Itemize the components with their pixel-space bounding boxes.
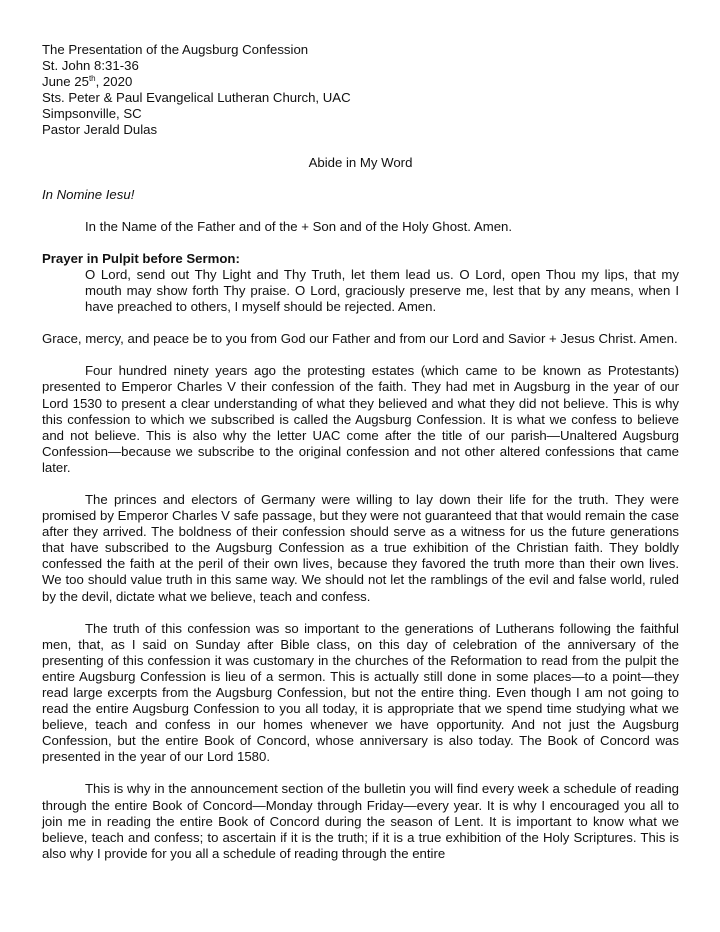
header-pastor: Pastor Jerald Dulas xyxy=(42,122,158,138)
header-church-name: Sts. Peter & Paul Evangelical Lutheran Church, UAC xyxy=(42,90,351,106)
header-occasion: The Presentation of the Augsburg Confession xyxy=(42,42,309,57)
invocation: In Nomine Iesu! xyxy=(42,186,135,202)
header-location: Simpsonville, SC xyxy=(42,106,142,122)
trinitarian-invocation: In the Name of the Father and of the + Son and of the Holy Ghost. Amen. xyxy=(85,218,513,234)
body-paragraph: The princes and electors of Germany were willing to lay down their life for the truth. They were promised by Emperor Charles V safe passage, but they were not guaranteed that that would remain the case after they arrived. The boldness of their confession should serve as a witness for us the future generations that have subscribed to the Augsburg Confession as a true exhibition of the Christian faith. They boldly confessed the faith at the peril of their own lives, because they favored the truth more than their own lives. We too should value truth in this same way. We should not let the ramblings of the evil and false world, ruled by the devil, dictate what we believe, teach and confess. xyxy=(42,491,679,604)
date-year: , 2020 xyxy=(95,74,133,90)
body-paragraph: The truth of this confession was so important to the generations of Lutherans following the faithful men, that, as I said on Sunday after Bible class, on this day of celebration of the anniversary of the presenting of this confession it was customary in the churches of the Reformation to read from the pulpit the entire Augsburg Confession is lieu of a sermon. This is actually still done in some places—to a point—they read large excerpts from the Augsburg Confession, but not the entire thing. Even though I am not going to read the entire Augsburg Confession to you all today, it is appropriate that we spend time studying what we believe, teach and confess in our homes whenever we have opportunity. And not just the Augsburg Confession, but the entire Book of Concord, whose anniversary is also today. The Book of Concord was presented in the year of our Lord 1580. xyxy=(42,620,679,765)
header-scripture-reference: St. John 8:31-36 xyxy=(42,58,139,74)
body-paragraph: This is why in the announcement section of the bulletin you will find every week a schedule of reading through the entire Book of Concord—Monday through Friday—every year. It is why I encouraged you all to join me in reading the entire Book of Concord during the season of Lent. It is important to know what we believe, teach and confess; to ascertain if it is the truth; if it is a true exhibition of the Holy Scriptures. This is also why I provide for you all a schedule of reading through the entire xyxy=(42,781,679,861)
document-header xyxy=(42,42,679,139)
sermon-title: Abide in My Word xyxy=(308,154,413,170)
sermon-page xyxy=(42,42,679,862)
greeting: Grace, mercy, and peace be to you from God our Father and from our Lord and Savior + Jesus Christ. Amen. xyxy=(42,331,678,347)
header-date xyxy=(42,74,679,90)
date-month-day: June 25 xyxy=(42,74,89,90)
prayer-text: O Lord, send out Thy Light and Thy Truth, let them lead us. O Lord, open Thou my lips, that my mouth may show forth Thy praise. O Lord, graciously preserve me, lest that by any means, when I have preached to others, I myself should be rejected. Amen. xyxy=(85,266,679,315)
date-ordinal-suffix: th xyxy=(88,74,96,84)
prayer-heading: Prayer in Pulpit before Sermon: xyxy=(42,250,240,266)
body-paragraph: Four hundred ninety years ago the protesting estates (which came to be known as Protestants) presented to Emperor Charles V their confession of the faith. They had met in Augsburg in the year of our Lord 1530 to present a clear understanding of what they believed and what they did not believe. This is why this confession to which we subscribed is called the Augsburg Confession. It is what we confess to believe and not believe. This is also why the letter UAC come after the title of our parish—Unaltered Augsburg Confession—because we subscribe to the original confession and not other altered confessions that came later. xyxy=(42,363,679,475)
